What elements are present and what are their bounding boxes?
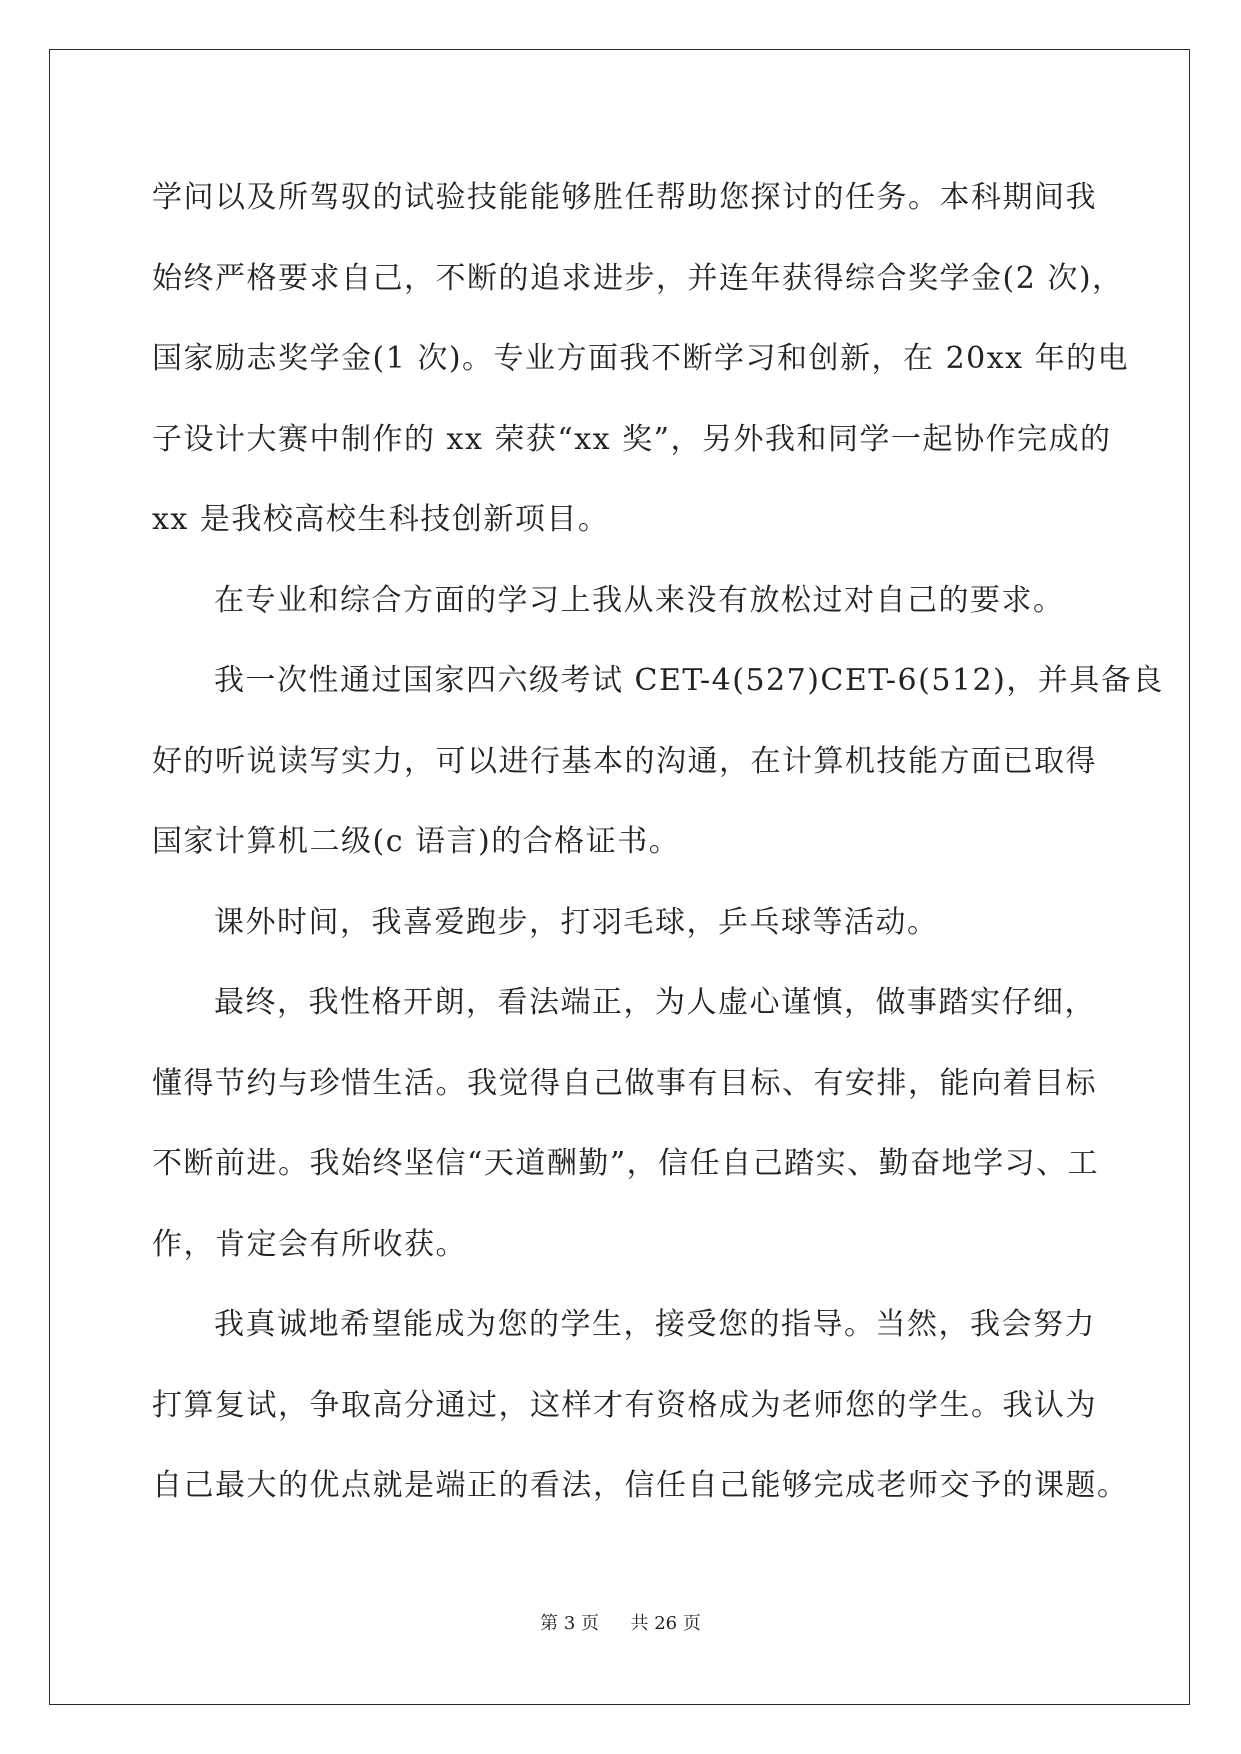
text-line: 始终严格要求自己，不断的追求进步，并连年获得综合奖学金(2 次)， — [152, 260, 1124, 296]
text-line: xx 是我校高校生科技创新项目。 — [152, 502, 610, 537]
text-line: 不断前进。我始终坚信“天道酬勤”，信任自己踏实、勤奋地学习、工 — [152, 1146, 1100, 1181]
text-line: 我真诚地希望能成为您的学生，接受您的指导。当然，我会努力 — [214, 1307, 1096, 1342]
body-text — [152, 158, 1164, 1527]
text-line: 学问以及所驾驭的试验技能能够胜任帮助您探讨的任务。本科期间我 — [152, 180, 1097, 215]
page-footer — [0, 1612, 1241, 1636]
text-line: 国家励志奖学金(1 次)。专业方面我不断学习和创新，在 20xx 年的电 — [152, 341, 1130, 376]
text-line: 子设计大赛中制作的 xx 荣获“xx 奖”，另外我和同学一起协作完成的 — [152, 421, 1112, 457]
text-line: 作，肯定会有所收获。 — [152, 1226, 467, 1262]
text-line: 国家计算机二级(c 语言)的合格证书。 — [152, 824, 681, 859]
page-number: 第 3 页 — [540, 1613, 600, 1634]
text-line: 好的听说读写实力，可以进行基本的沟通，在计算机技能方面已取得 — [152, 743, 1097, 779]
text-line: 懂得节约与珍惜生活。我觉得自己做事有目标、有安排，能向着目标 — [152, 1065, 1097, 1101]
text-line: 在专业和综合方面的学习上我从来没有放松过对自己的要求。 — [214, 582, 1065, 618]
text-line: 我一次性通过国家四六级考试 CET-4(527)CET-6(512)，并具备良 — [214, 663, 1164, 698]
document-body — [152, 158, 1164, 1527]
page-total: 共 26 页 — [630, 1613, 701, 1634]
text-line: 最终，我性格开朗，看法端正，为人虚心谨慎，做事踏实仔细， — [214, 985, 1096, 1020]
text-line: 课外时间，我喜爱跑步，打羽毛球，乒乓球等活动。 — [214, 904, 939, 940]
text-line: 打算复试，争取高分通过，这样才有资格成为老师您的学生。我认为 — [152, 1387, 1097, 1423]
text-line: 自己最大的优点就是端正的看法，信任自己能够完成老师交予的课题。 — [152, 1468, 1129, 1503]
